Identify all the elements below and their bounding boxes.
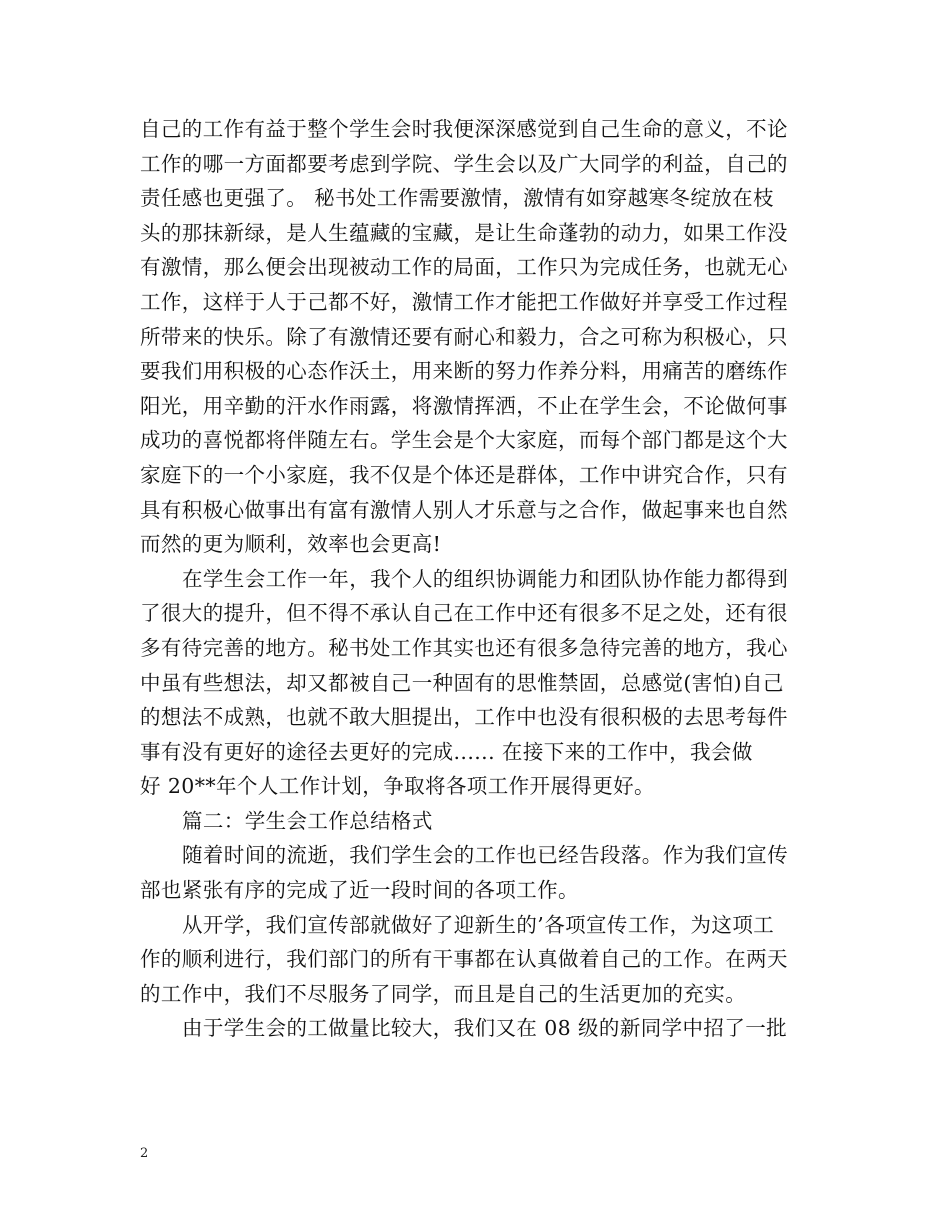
text-line: 工作的哪一方面都要考虑到学院、学生会以及广大同学的利益，自己的 <box>140 151 788 176</box>
body-text <box>140 112 812 1046</box>
text-line: 家庭下的一个小家庭，我不仅是个体还是群体，工作中讲究合作，只有 <box>140 462 788 487</box>
text-line: 多有待完善的地方。秘书处工作其实也还有很多急待完善的地方，我心 <box>140 635 788 660</box>
page-number: 2 <box>140 1146 149 1161</box>
text-line: 的想法不成熟，也就不敢大胆提出，工作中也没有很积极的去思考每件 <box>140 705 788 730</box>
text-line: 工作，这样于人于己都不好，激情工作才能把工作做好并享受工作过程 <box>140 289 788 314</box>
text-line: 而然的更为顺利，效率也会更高! <box>140 532 442 557</box>
text-line: 所带来的快乐。除了有激情还要有耐心和毅力，合之可称为积极心，只 <box>140 324 788 349</box>
text-line: 有激情，那么便会出现被动工作的局面，工作只为完成任务，也就无心 <box>140 255 788 280</box>
text-line: 部也紧张有序的完成了近一段时间的各项工作。 <box>140 878 579 903</box>
text-line: 成功的喜悦都将伴随左右。学生会是个大家庭，而每个部门都是这个大 <box>140 428 788 453</box>
text-line: 阳光，用辛勤的汗水作雨露，将激情挥洒，不止在学生会，不论做何事 <box>140 393 788 418</box>
text-line: 从开学，我们宣传部就做好了迎新生的’各项宣传工作，为这项工 <box>182 912 775 937</box>
text-line: 篇二：学生会工作总结格式 <box>182 808 433 833</box>
text-line: 具有积极心做事出有富有激情人别人才乐意与之合作，做起事来也自然 <box>140 497 788 522</box>
text-line: 在学生会工作一年，我个人的组织协调能力和团队协作能力都得到 <box>182 566 789 591</box>
text-line: 自己的工作有益于整个学生会时我便深深感觉到自己生命的意义，不论 <box>140 117 788 141</box>
text-line: 要我们用积极的心态作沃土，用来断的努力作养分料，用痛苦的磨练作 <box>140 359 788 384</box>
text-line: 了很大的提升，但不得不承认自己在工作中还有很多不足之处，还有很 <box>140 601 788 626</box>
text-line: 作的顺利进行，我们部门的所有干事都在认真做着自己的工作。在两天 <box>140 947 788 972</box>
text-line: 由于学生会的工做量比较大，我们又在 08 级的新同学中招了一批 <box>182 1016 788 1041</box>
text-line: 责任感也更强了。 秘书处工作需要激情，激情有如穿越寒冬绽放在枝 <box>140 186 774 211</box>
text-line: 随着时间的流逝，我们学生会的工作也已经告段落。作为我们宣传 <box>182 843 789 868</box>
text-line: 好 20**年个人工作计划，争取将各项工作开展得更好。 <box>140 774 655 799</box>
text-line: 头的那抹新绿，是人生蕴藏的宝藏，是让生命蓬勃的动力，如果工作没 <box>140 220 788 245</box>
text-line: 事有没有更好的途径去更好的完成...... 在接下来的工作中，我会做 <box>140 739 753 764</box>
text-line: 中虽有些想法，却又都被自己一种固有的思惟禁固，总感觉(害怕)自己 <box>140 670 784 695</box>
text-line: 的工作中，我们不尽服务了同学，而且是自己的生活更加的充实。 <box>140 981 747 1006</box>
